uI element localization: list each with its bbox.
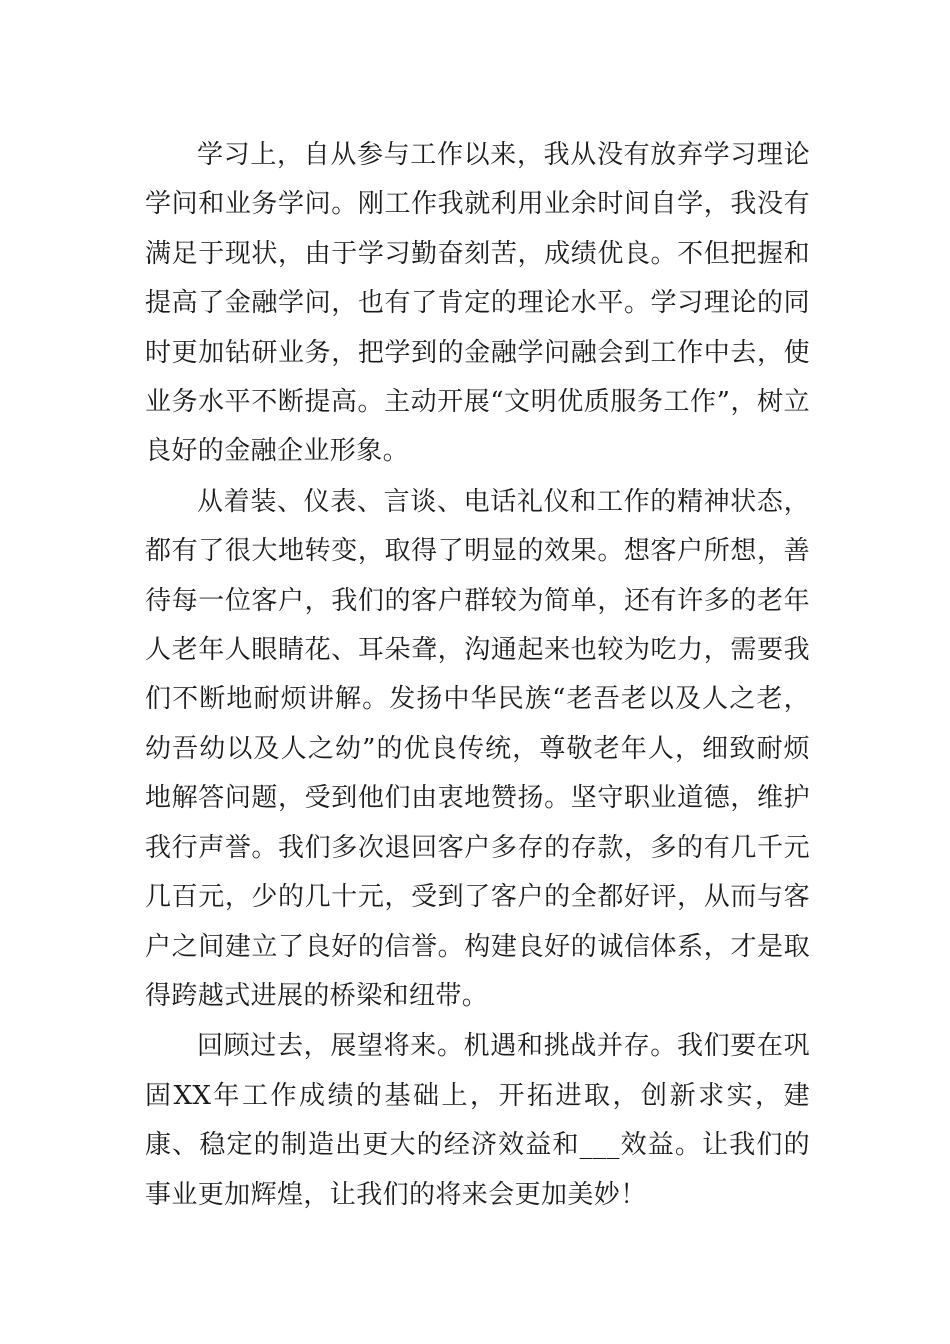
- paragraph-study: 学习上，自从参与工作以来，我从没有放弃学习理论学问和业务学问。刚工作我就利用业余时间自学，我没有满足于现状，由于学习勤奋刻苦，成绩优良。不但把握和提高了金融学问，也有了肯定的理论水平。学习理论的同时更加钻研业务，把学到的金融学问融会到工作中去，使业务水平不断提高。主动开展“文明优质服务工作”，树立良好的金融企业形象。: [145, 140, 810, 467]
- paragraph-service: 从着装、仪表、言谈、电话礼仪和工作的精神状态，都有了很大地转变，取得了明显的效果。想客户所想，善待每一位客户，我们的客户群较为简单，还有许多的老年人老年人眼睛花、耳朵聋，沟通起来也较为吃力，需要我们不断地耐烦讲解。发扬中华民族“老吾老以及人之老，幼吾幼以及人之幼”的优良传统，尊敬老年人，细致耐烦地解答问题，受到他们由衷地赞扬。坚守职业道德，维护我行声誉。我们多次退回客户多存的存款，多的有几千元几百元，少的几十元，受到了客户的全都好评，从而与客户之间建立了良好的信誉。构建良好的诚信体系，才是取得跨越式进展的桥梁和纽带。: [145, 486, 810, 1011]
- paragraph-outlook: 回顾过去，展望将来。机遇和挑战并存。我们要在巩固XX年工作成绩的基础上，开拓进取，创新求实，建康、稳定的制造出更大的经济效益和___效益。让我们的事业更加辉煌，让我们的将来会更加美妙！: [145, 1031, 810, 1210]
